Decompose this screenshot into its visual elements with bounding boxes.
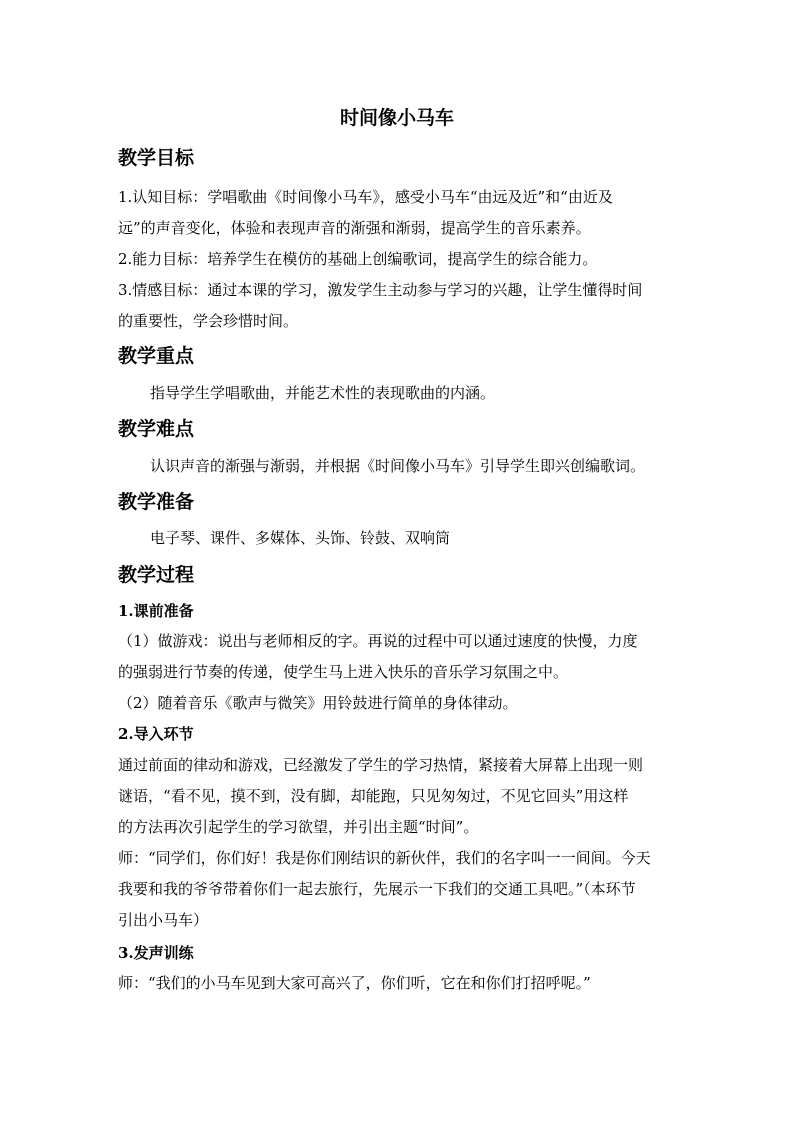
step-2-p1-line-1: 通过前面的律动和游戏，已经激发了学生的学习热情，紧接着大屏幕上出现一则 xyxy=(118,756,644,774)
difficulties-text: 认识声音的渐强与渐弱，并根据《时间像小马车》引导学生即兴创编歌词。 xyxy=(150,457,646,475)
step-3-p1: 师：“我们的小马车见到大家可高兴了，你们听，它在和你们打招呼呢。” xyxy=(118,974,591,992)
objective-1-line-1: 1.认知目标：学唱歌曲《时间像小马车》，感受小马车“由远及近”和“由近及 xyxy=(118,188,613,206)
step-1-item-1-line-2: 的强弱进行节奏的传递，使学生马上进入快乐的音乐学习氛围之中。 xyxy=(118,663,569,681)
step-2-p1-line-2: 谜语，“看不见，摸不到，没有脚，却能跑，只见匆匆过，不见它回头”用这样 xyxy=(118,787,629,805)
heading-process: 教学过程 xyxy=(118,564,195,586)
document-title: 时间像小马车 xyxy=(339,107,454,129)
step-1-item-1-line-1: （1）做游戏：说出与老师相反的字。再说的过程中可以通过速度的快慢，力度 xyxy=(118,632,638,650)
step-2-heading: 2.导入环节 xyxy=(118,725,194,743)
step-1-heading: 1.课前准备 xyxy=(118,602,194,620)
document-page xyxy=(118,0,676,1123)
step-1-item-2: （2）随着音乐《歌声与微笑》用铃鼓进行简单的身体律动。 xyxy=(118,694,518,712)
step-2-p2-line-2: 我要和我的爷爷带着你们一起去旅行，先展示一下我们的交通工具吧。”（本环节 xyxy=(118,880,636,898)
objective-3-line-1: 3.情感目标：通过本课的学习，激发学生主动参与学习的兴趣，让学生懂得时间 xyxy=(118,281,643,299)
objective-3-line-2: 的重要性，学会珍惜时间。 xyxy=(118,312,299,330)
heading-objectives: 教学目标 xyxy=(118,147,195,169)
preparation-text: 电子琴、课件、多媒体、头饰、铃鼓、双响筒 xyxy=(150,529,451,547)
step-3-heading: 3.发声训练 xyxy=(118,944,194,962)
step-2-p1-line-3: 的方法再次引起学生的学习欲望，并引出主题“时间”。 xyxy=(118,818,479,836)
heading-key-points: 教学重点 xyxy=(118,345,195,367)
heading-difficulties: 教学难点 xyxy=(118,418,195,440)
objective-1-line-2: 远”的声音变化，体验和表现声音的渐强和渐弱，提高学生的音乐素养。 xyxy=(118,219,591,237)
objective-2: 2.能力目标：培养学生在模仿的基础上创编歌词，提高学生的综合能力。 xyxy=(118,250,598,268)
step-2-p2-line-1: 师：“同学们，你们好！我是你们刚结识的新伙伴，我们的名字叫一一间间。今天 xyxy=(118,849,651,867)
key-points-text: 指导学生学唱歌曲，并能艺术性的表现歌曲的内涵。 xyxy=(150,384,496,402)
step-2-p2-line-3: 引出小马车） xyxy=(118,911,209,929)
heading-preparation: 教学准备 xyxy=(118,491,195,513)
